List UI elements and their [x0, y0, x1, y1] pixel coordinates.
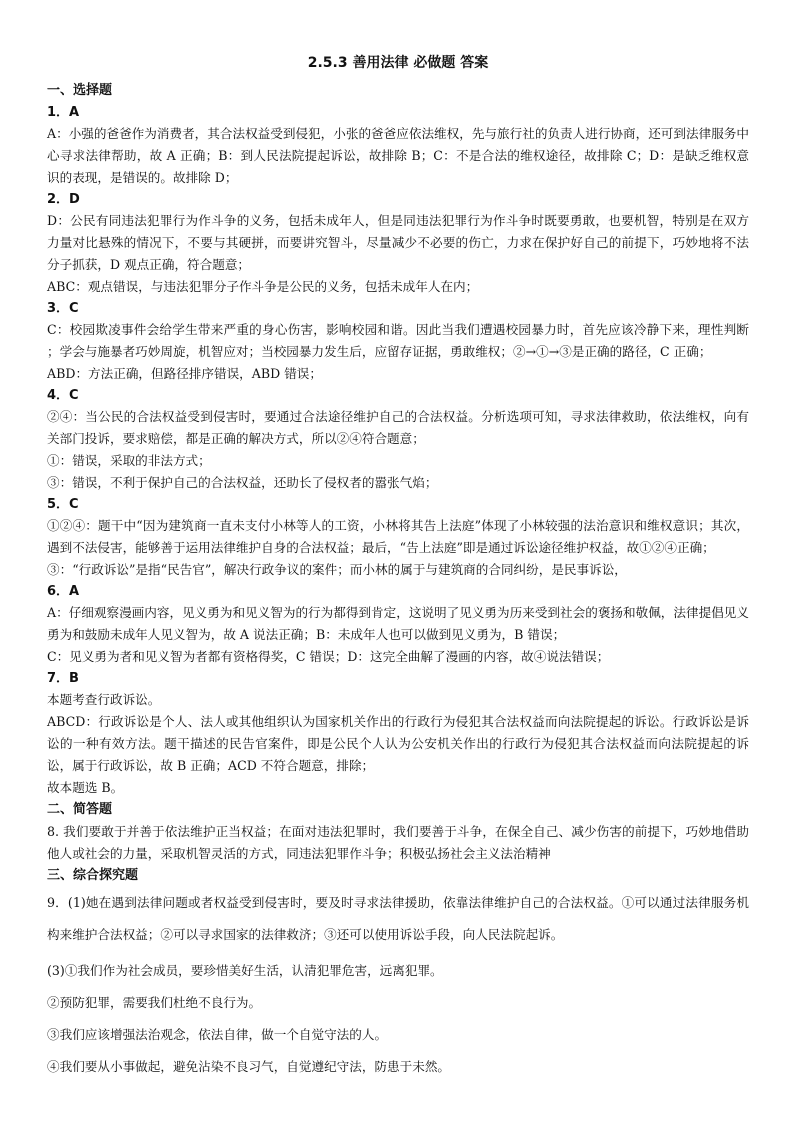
- section-heading-choice: 一、选择题: [47, 83, 113, 98]
- answer-7-conclusion: 故本题选 B。: [47, 780, 124, 795]
- answer-9-part-3-point-1: (3)①我们作为社会成员，要珍惜美好生活，认清犯罪危害，远离犯罪。: [47, 963, 443, 978]
- answer-4-note-1: ①：错误，采取的非法方式；: [47, 453, 211, 468]
- answer-sheet: [47, 52, 749, 1083]
- answer-3-explanation: C：校园欺凌事件会给学生带来严重的身心伤害，影响校园和谐。因此当我们遭遇校园暴力时，首先应该冷静下来，理性判断 ；学会与施暴者巧妙周旋，机智应对；当校园暴力发生后，应留存证据，勇敢维权；②→①→③是正确的路径，C 正确；: [47, 322, 749, 359]
- answer-7-explanation: ABCD：行政诉讼是个人、法人或其他组织认为国家机关作出的行政行为侵犯其合法权益而向法院提起的诉讼。行政诉讼是诉讼的一种有效方法。题干描述的民告官案件，即是公民个人认为公安机关作出的行政行为侵犯其合法权益而向法院提起的诉讼，属于行政诉讼，故 B 正确；ACD 不符合题意，排除；: [47, 714, 749, 773]
- answer-9-part-3-point-2: ②预防犯罪，需要我们杜绝不良行为。: [47, 995, 262, 1010]
- answer-7-heading: 7．B: [47, 671, 79, 686]
- answer-6-note: C：见义勇为者和见义智为者都有资格得奖，C 错误；D：这完全曲解了漫画的内容，故④说法错误；: [47, 649, 610, 664]
- answer-7-intro: 本题考查行政诉讼。: [47, 692, 161, 707]
- answer-1-heading: 1．A: [47, 105, 80, 120]
- answer-4-heading: 4．C: [47, 388, 79, 403]
- answer-5-heading: 5．C: [47, 497, 79, 512]
- answer-9-part-3-point-3: ③我们应该增强法治观念，依法自律，做一个自觉守法的人。: [47, 1027, 388, 1042]
- answer-2-note: ABC：观点错误，与违法犯罪分子作斗争是公民的义务，包括未成年人在内；: [47, 279, 479, 294]
- answer-9-part-1: 9．(1)她在遇到法律问题或者权益受到侵害时，要及时寻求法律援助，依靠法律维护自己的合法权益。①可以通过法律服务机构来维护合法权益；②可以寻求国家的法律救济；③还可以使用诉讼手段，向人民法院起诉。: [47, 895, 749, 942]
- answer-2-heading: 2．D: [47, 192, 80, 207]
- page-title: 2.5.3 善用法律 必做题 答案: [307, 55, 489, 71]
- answer-3-note: ABD：方法正确，但路径排序错误，ABD 错误；: [47, 366, 322, 381]
- answer-6-explanation: A：仔细观察漫画内容，见义勇为和见义智为的行为都得到肯定，这说明了见义勇为历来受到社会的褒扬和敬佩，法律提倡见义勇为和鼓励未成年人见义智为，故 A 说法正确；B：未成年人也可以做到见义勇为，B 错误；: [47, 605, 749, 642]
- answer-9-part-3-point-4: ④我们要从小事做起，避免沾染不良习气，自觉遵纪守法，防患于未然。: [47, 1059, 450, 1074]
- answer-8: 8. 我们要敢于并善于依法维护正当权益；在面对违法犯罪时，我们要善于斗争，在保全自己、减少伤害的前提下，巧妙地借助他人或社会的力量，采取机智灵活的方式，同违法犯罪作斗争；积极弘扬社会主义法治精神: [47, 824, 749, 861]
- answer-4-explanation: ②④：当公民的合法权益受到侵害时，要通过合法途径维护自己的合法权益。分析选项可知，寻求法律救助，依法维权，向有关部门投诉，要求赔偿，都是正确的解决方式，所以②④符合题意；: [47, 409, 749, 446]
- answer-1-explanation: A：小强的爸爸作为消费者，其合法权益受到侵犯，小张的爸爸应依法维权，先与旅行社的负责人进行协商，还可到法律服务中心寻求法律帮助，故 A 正确；B：到人民法院提起诉讼，故排除 B；C：不是合法的维权途径，故排除 C；D：是缺乏维权意识的表现，是错误的。故排除 D；: [47, 126, 749, 185]
- answer-5-explanation: ①②④：题干中“因为建筑商一直未支付小林等人的工资，小林将其告上法庭”体现了小林较强的法治意识和维权意识；其次，遇到不法侵害，能够善于运用法律维护自身的合法权益；最后，“告上法庭”即是通过诉讼途径维护权益，故①②④正确；: [47, 518, 749, 555]
- section-heading-short-answer: 二、简答题: [47, 802, 113, 817]
- answer-2-explanation: D：公民有同违法犯罪行为作斗争的义务，包括未成年人，但是同违法犯罪行为作斗争时既要勇敢，也要机智，特别是在双方力量对比悬殊的情况下，不要与其硬拼，而要讲究智斗，尽量减少不必要的伤亡，力求在保护好自己的前提下，巧妙地将不法分子抓获，D 观点正确，符合题意；: [47, 213, 749, 272]
- answer-5-note: ③：“行政诉讼”是指“民告官”，解决行政争议的案件；而小林的属于与建筑商的合同纠纷，是民事诉讼，: [47, 562, 627, 577]
- answer-3-heading: 3．C: [47, 301, 79, 316]
- section-heading-explore: 三、综合探究题: [47, 868, 139, 883]
- answer-4-note-3: ③：错误，不利于保护自己的合法权益，还助长了侵权者的嚣张气焰；: [47, 475, 438, 490]
- answer-6-heading: 6．A: [47, 584, 80, 599]
